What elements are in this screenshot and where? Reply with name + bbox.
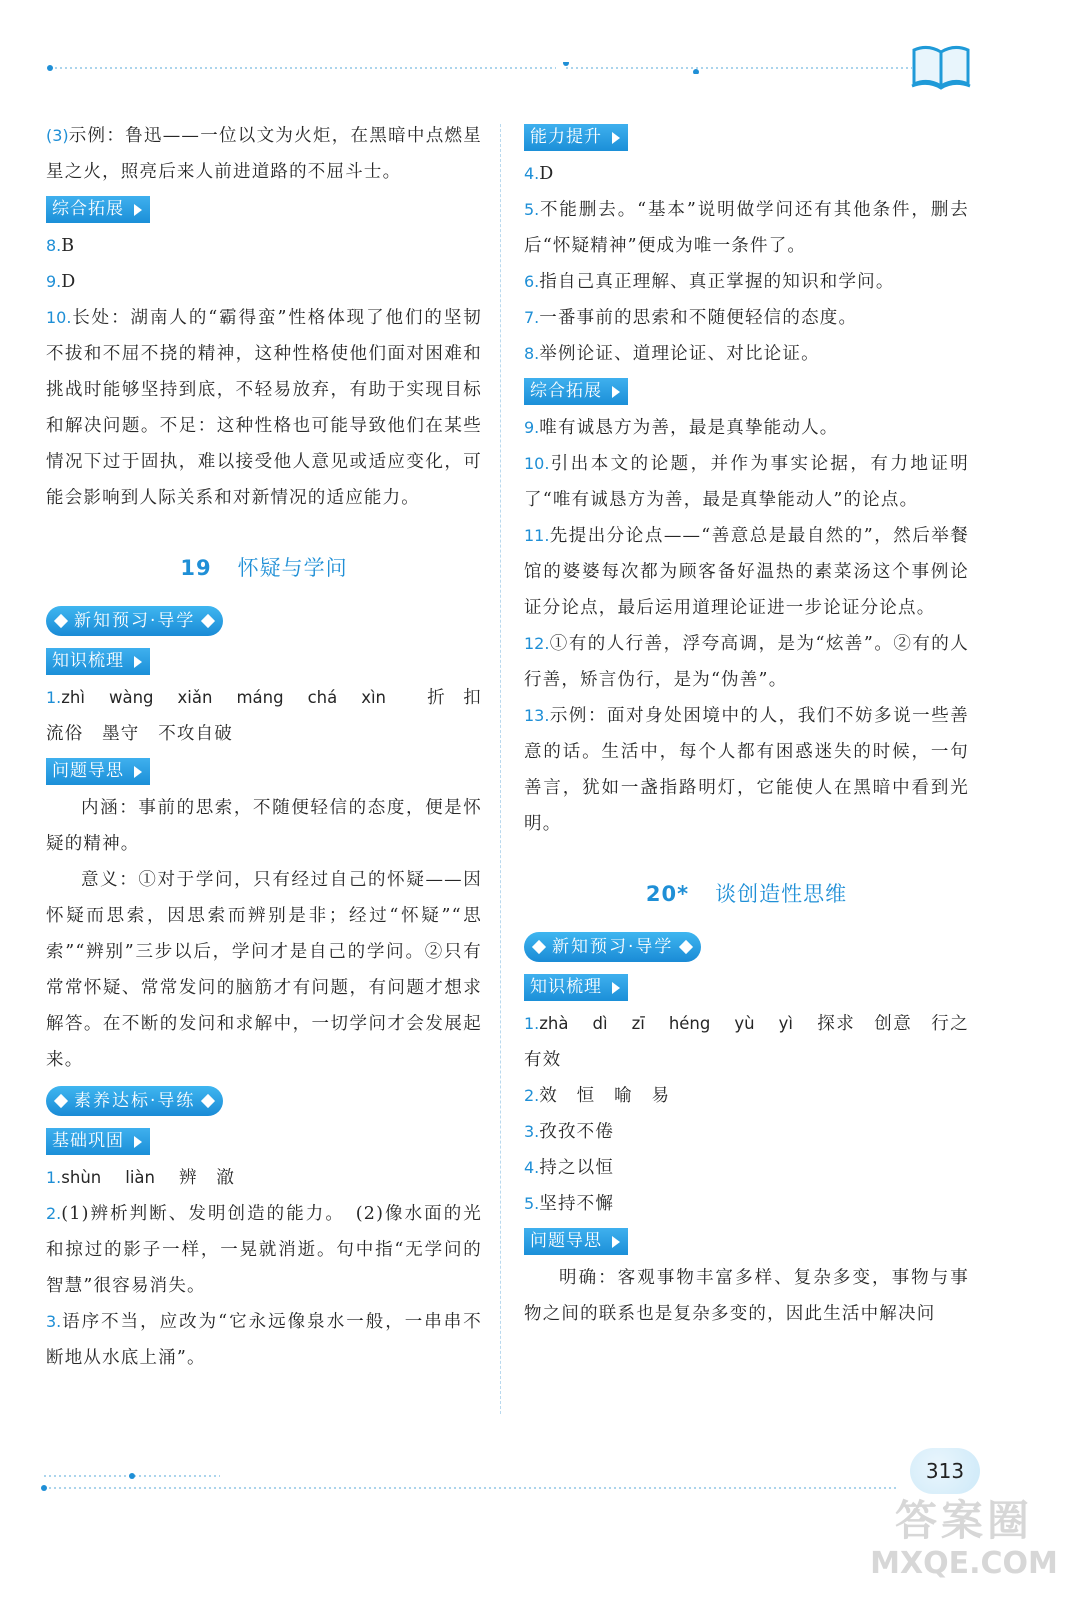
play-arrow-icon	[134, 204, 142, 216]
play-arrow-icon	[612, 982, 620, 994]
play-arrow-icon	[612, 386, 620, 398]
section-badge-wenti: 问题导思	[46, 758, 150, 785]
answer-r4: 4.D	[524, 164, 555, 184]
basic-2: 2.(1)辨析判断、发明创造的能力。 (2)像水面的光和掠过的影子一样，一晃就消逝。句中指“无学问的智慧”很容易消失。	[46, 1204, 482, 1296]
left-column	[46, 118, 501, 1376]
knowledge-r2: 2.效 恒 喻 易	[524, 1086, 671, 1106]
section-pill-suyang: 素养达标·导练	[46, 1086, 223, 1116]
section-badge-wenti-right: 问题导思	[524, 1228, 628, 1255]
section-badge-zonghe-right: 综合拓展	[524, 378, 628, 405]
watermark-en: MXQE.COM	[870, 1546, 1058, 1581]
mingque-paragraph: 明确：客观事物丰富多样、复杂多变，事物与事物之间的联系也是复杂多变的，因此生活中解决问	[524, 1268, 969, 1324]
answer-9: 9.D	[46, 272, 77, 292]
play-arrow-icon	[612, 1236, 620, 1248]
answer-r10: 10.引出本文的论题，并作为事实论据，有力地证明了“唯有诚恳方为善，最是真挚能动人”的论点。	[524, 454, 969, 510]
knowledge-r4: 4.持之以恒	[524, 1158, 615, 1178]
section-badge-zhishi-right: 知识梳理	[524, 974, 628, 1001]
play-arrow-icon	[612, 132, 620, 144]
watermark	[864, 1496, 1064, 1592]
watermark-cn: 答案圈	[894, 1496, 1033, 1545]
yiyi-paragraph: 意义：①对于学问，只有经过自己的怀疑——因怀疑而思索，因思索而辨别是非；经过“怀疑”“思索”“辨别”三步以后，学问才是自己的学问。②只有常常怀疑、常常发问的脑筋才有问题，有问题才想求解答。在不断的发问和求解中，一切学问才会发展起来。	[46, 870, 482, 1070]
play-arrow-icon	[134, 766, 142, 778]
diamond-icon	[54, 1094, 68, 1108]
basic-1: 1.shùn liàn 辨 澈	[46, 1168, 236, 1188]
answer-10: 10.长处：湖南人的“霸得蛮”性格体现了他们的坚韧不拔和不屈不挠的精神，这种性格使他们面对困难和挑战时能够坚持到底，不轻易放弃，有助于实现目标和解决问题。不足：这种性格也可能导致他们在某些情况下过于固执，难以接受他人意见或适应变化，可能会影响到人际关系和对新情况的适应能力。	[46, 308, 482, 508]
lesson-20-heading: 20* 谈创造性思维	[645, 882, 848, 906]
column-divider	[500, 124, 501, 1414]
diamond-icon	[201, 1094, 215, 1108]
header-dotted-rule	[46, 62, 916, 74]
answer-r13: 13.示例：面对身处困境中的人，我们不妨多说一些善意的话。生活中，每个人都有困惑迷失的时候，一句善言，犹如一盏指路明灯，它能使人在黑暗中看到光明。	[524, 706, 969, 834]
answer-r9: 9.唯有诚恳方为善，最是真挚能动人。	[524, 418, 839, 438]
diamond-icon	[201, 614, 215, 628]
answer-8: 8.B	[46, 236, 76, 256]
answer-3-example: (3)示例：鲁迅——一位以文为火炬，在黑暗中点燃星星之火，照亮后来人前进道路的不屈斗士。	[46, 126, 482, 182]
answer-r6: 6.指自己真正理解、真正掌握的知识和学问。	[524, 272, 895, 292]
section-badge-jichu: 基础巩固	[46, 1128, 150, 1155]
section-pill-xinzhi-right: 新知预习·导学	[524, 932, 701, 962]
knowledge-1: 1.zhì wàng xiǎn máng chá xìn 折扣 流俗 墨守 不攻自破	[46, 688, 501, 744]
knowledge-r5: 5.坚持不懈	[524, 1194, 615, 1214]
section-badge-zhishi: 知识梳理	[46, 648, 150, 675]
answer-r11: 11.先提出分论点——“善意总是最自然的”，然后举餐馆的婆婆每次都为顾客备好温热的素菜汤这个事例论证分论点，最后运用道理论证进一步论证分论点。	[524, 526, 969, 618]
section-badge-zonghe: 综合拓展	[46, 196, 150, 223]
section-pill-xinzhi: 新知预习·导学	[46, 606, 223, 636]
play-arrow-icon	[134, 656, 142, 668]
footer-dotted-rule	[40, 1470, 900, 1494]
open-book-icon	[910, 42, 972, 90]
basic-3: 3.语序不当，应改为“它永远像泉水一般，一串串不断地从水底上涌”。	[46, 1312, 482, 1368]
diamond-icon	[679, 940, 693, 954]
page-number: 313	[910, 1448, 980, 1494]
lesson-19-heading: 19 怀疑与学问	[180, 556, 348, 580]
neihan-paragraph: 内涵：事前的思索，不随便轻信的态度，便是怀疑的精神。	[46, 798, 482, 854]
answer-r5: 5.不能删去。“基本”说明做学问还有其他条件，删去后“怀疑精神”便成为唯一条件了。	[524, 200, 969, 256]
diamond-icon	[532, 940, 546, 954]
diamond-icon	[54, 614, 68, 628]
answer-r7: 7.一番事前的思索和不随便轻信的态度。	[524, 308, 858, 328]
answer-r8: 8.举例论证、道理论证、对比论证。	[524, 344, 820, 364]
answer-r12: 12.①有的人行善，浮夸高调，是为“炫善”。②有的人行善，矫言伪行，是为“伪善”。	[524, 634, 969, 690]
right-column	[524, 118, 969, 1332]
play-arrow-icon	[134, 1136, 142, 1148]
section-badge-nengli: 能力提升	[524, 124, 628, 151]
knowledge-r1: 1.zhà dì zī héng yù yì 探求 创意 行之有效	[524, 1014, 969, 1070]
knowledge-r3: 3.孜孜不倦	[524, 1122, 615, 1142]
